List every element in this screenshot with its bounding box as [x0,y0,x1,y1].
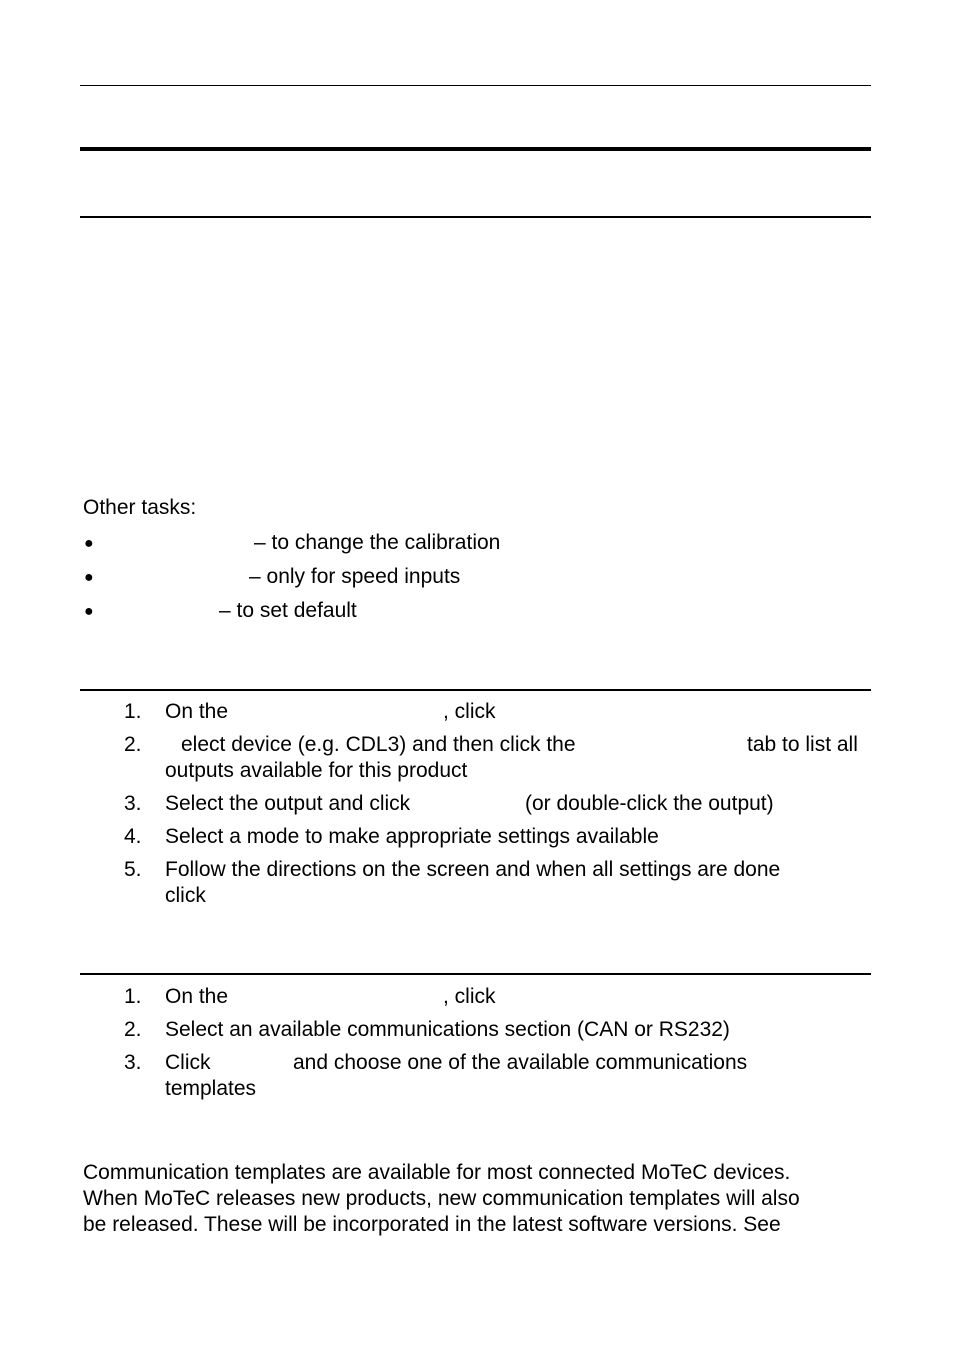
paragraph-line: Communication templates are available for most connected MoTeC devices. [83,1161,791,1184]
other-task-item: – to change the calibration [254,531,501,554]
step-number: 5. [124,858,142,881]
other-task-item: – only for speed inputs [249,565,461,588]
step-text: Click [165,1051,211,1074]
paragraph-line: When MoTeC releases new products, new communication templates will also [83,1187,800,1210]
step-text: , click [443,985,496,1008]
step-number: 3. [124,1051,142,1074]
step-text: On the [165,985,229,1008]
step-number: 4. [124,825,142,848]
step-number: 1. [124,700,142,723]
bullet-icon: ● [84,569,94,586]
step-text: Select an available communications section (CAN or RS232) [165,1018,730,1041]
step-text: and choose one of the available communications [293,1051,748,1074]
header-rule-thin [80,85,871,86]
step-number: 3. [124,792,142,815]
other-task-item: – to set default [219,599,357,622]
step-text: templates [165,1077,257,1100]
step-text: Select a mode to make appropriate settings available [165,825,659,848]
other-tasks-heading: Other tasks: [83,496,197,519]
header-rule-thick [80,147,871,151]
step-text: click [165,884,206,907]
step-text: elect device (e.g. CDL3) and then click the [181,733,576,756]
comms-section-rule [80,973,871,975]
step-text: (or double-click the output) [525,792,774,815]
step-text: tab to list all [747,733,858,756]
section-rule-top [80,216,871,218]
paragraph-line: be released. These will be incorporated in the latest software versions. See [83,1213,781,1236]
step-text: outputs available for this product [165,759,468,782]
step-number: 1. [124,985,142,1008]
step-text: Select the output and click [165,792,411,815]
step-text: , click [443,700,496,723]
step-number: 2. [124,733,142,756]
bullet-icon: ● [84,535,94,552]
step-text: On the [165,700,229,723]
bullet-icon: ● [84,603,94,620]
step-text: Follow the directions on the screen and when all settings are done [165,858,781,881]
outputs-section-rule [80,689,871,691]
step-number: 2. [124,1018,142,1041]
